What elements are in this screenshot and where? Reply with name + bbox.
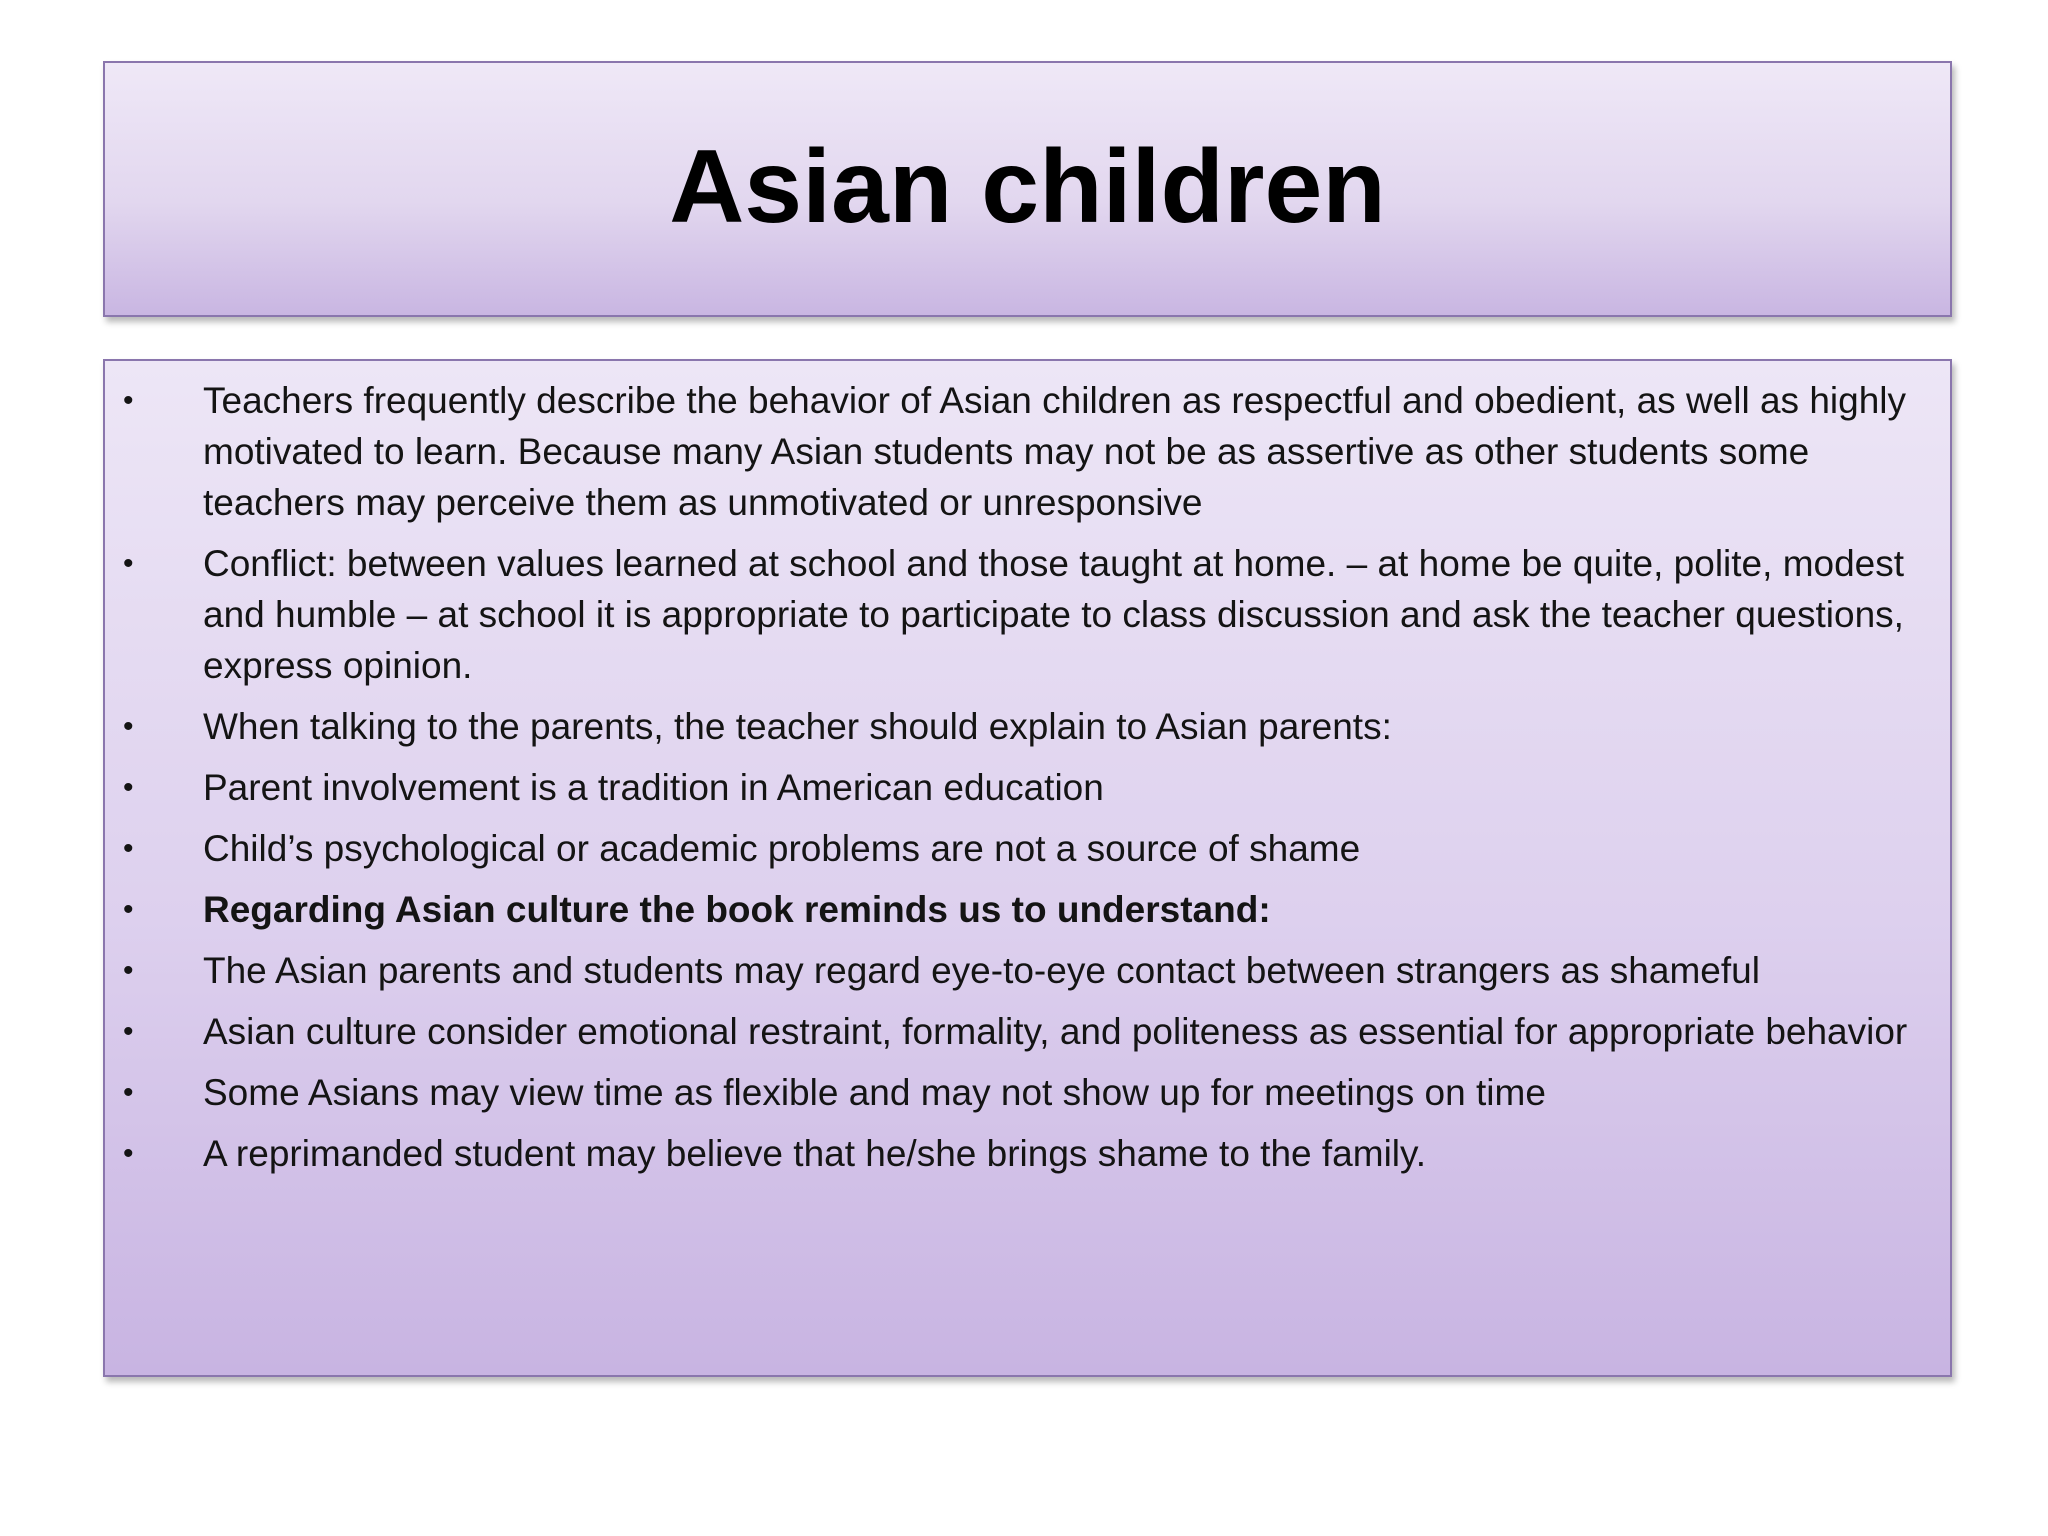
bullet-marker: • (123, 384, 134, 417)
bullet-item (105, 1067, 1950, 1118)
bullet-text: Conflict: between values learned at school and those taught at home. – at home be quite, polite, modest and humble – at school it is appropriate to participate to class discussion and ask the teacher questions, express opinion. (203, 543, 1905, 686)
bullet-item (105, 1128, 1950, 1179)
bullet-text: Asian culture consider emotional restraint, formality, and politeness as essential for appropriate behavior (203, 1011, 1908, 1052)
bullet-list (105, 375, 1950, 1189)
bullet-text: Child’s psychological or academic problems are not a source of shame (203, 828, 1361, 869)
bullet-marker: • (123, 832, 134, 865)
bullet-item (105, 823, 1950, 874)
bullet-text: When talking to the parents, the teacher should explain to Asian parents: (203, 706, 1392, 747)
bullet-marker: • (123, 710, 134, 743)
bullet-text: A reprimanded student may believe that he/she brings shame to the family. (203, 1133, 1427, 1174)
content-placeholder (103, 359, 1952, 1377)
bullet-item-heading (105, 884, 1950, 935)
bullet-marker: • (123, 1076, 134, 1109)
bullet-marker: • (123, 1137, 134, 1170)
bullet-item (105, 762, 1950, 813)
bullet-text: Some Asians may view time as flexible and may not show up for meetings on time (203, 1072, 1546, 1113)
bullet-text: Parent involvement is a tradition in American education (203, 767, 1104, 808)
bullet-text: Teachers frequently describe the behavior of Asian children as respectful and obedient, as well as highly motivated to learn. Because many Asian students may not be as assertive as other students some teachers may perceive them as unmotivated or unresponsive (203, 380, 1907, 523)
bullet-marker: • (123, 954, 134, 987)
title-placeholder (103, 61, 1952, 317)
bullet-item (105, 945, 1950, 996)
bullet-marker: • (123, 771, 134, 804)
bullet-item (105, 375, 1950, 528)
bullet-text: Regarding Asian culture the book reminds us to understand: (203, 889, 1271, 930)
bullet-item (105, 701, 1950, 752)
bullet-marker: • (123, 547, 134, 580)
slide-title: Asian children (669, 129, 1386, 245)
bullet-item (105, 538, 1950, 691)
bullet-marker: • (123, 893, 134, 926)
bullet-marker: • (123, 1015, 134, 1048)
bullet-text: The Asian parents and students may regard eye-to-eye contact between strangers as shameful (203, 950, 1760, 991)
bullet-item (105, 1006, 1950, 1057)
